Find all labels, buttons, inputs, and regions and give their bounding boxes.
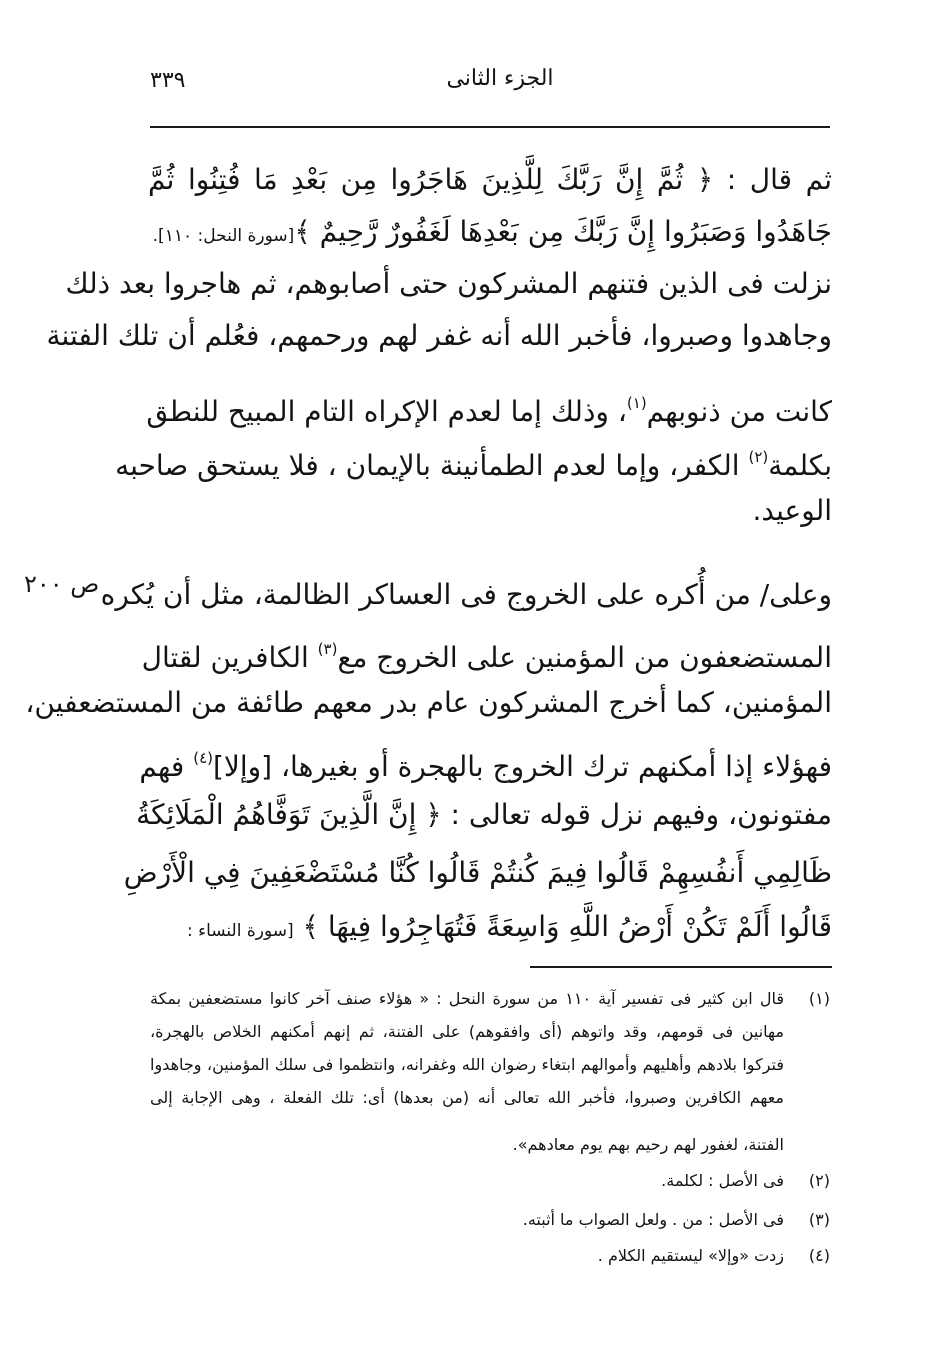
footnote-line: الفتنة، لغفور لهم رحيم بهم يوم معادهم». — [512, 1135, 784, 1154]
running-head: الجزء الثانى — [446, 66, 554, 91]
body-line: ثم قال : ﴿ ثُمَّ إِنَّ رَبَّكَ لِلَّذِينَ هَاجَرُوا مِن بَعْدِ مَا فُتِنُوا ثُمَّ — [148, 163, 832, 196]
footnote-line: (٤)زدت «وإلا» ليستقيم الكلام . — [150, 1240, 830, 1272]
footnote-mark: (١) — [626, 394, 647, 412]
footnote-line: معهم الكافرين وصبروا، فأخبر الله تعالى أنه (من بعدها) أى: تلك الفعلة ، وهى الإجابة إلى — [150, 1088, 784, 1107]
body-line: كانت من ذنوبهم$^{(١)}$، وذلك إما لعدم الإكراه التام المبيح للنطق — [146, 394, 832, 428]
header-rule — [150, 126, 830, 128]
body-line: المؤمنين، كما أخرج المشركون عام بدر معهم طائفة من المستضعفين، — [25, 686, 832, 719]
body-line: الوعيد. — [752, 494, 832, 527]
body-line: ظَالِمِي أَنفُسِهِمْ قَالُوا فِيمَ كُنتُمْ قَالُوا كُنَّا مُسْتَضْعَفِينَ فِي الْأَرْضِ — [123, 856, 832, 889]
page-number: ٣٣٩ — [150, 68, 186, 93]
footnote-mark: (٤) — [193, 749, 213, 767]
margin-page-note: ص ٢٠٠ — [24, 570, 100, 598]
footnote-rule — [530, 966, 832, 968]
body-line — [148, 209, 832, 255]
quran-verse: جَاهَدُوا وَصَبَرُوا إِنَّ رَبَّكَ مِن بَعْدِهَا لَغَفُورٌ رَّحِيمٌ ﴾ — [294, 215, 832, 248]
footnote-number: (٣) — [808, 1210, 830, 1229]
surah-reference: [سورة النساء : — [186, 921, 294, 941]
body-line: نزلت فى الذين فتنهم المشركون حتى أصابوهم، ثم هاجروا بعد ذلك — [65, 267, 832, 300]
quran-verse: قَالُوا أَلَمْ تَكُنْ أَرْضُ اللَّهِ وَاسِعَةً فَتُهَاجِرُوا فِيهَا ﴾ — [302, 910, 832, 943]
body-line — [148, 904, 832, 950]
body-line: المستضعفون من المؤمنين على الخروج مع$^{(٣)}$ الكافرين لقتال — [141, 640, 832, 674]
body-line: وجاهدوا وصبروا، فأخبر الله أنه غفر لهم ورحمهم، فعُلم أن تلك الفتنة — [46, 319, 832, 352]
footnote-number: (٤) — [808, 1246, 830, 1265]
footnote-number: (١) — [808, 989, 831, 1008]
footnote-line: (٢)فى الأصل : لكلمة. — [150, 1165, 830, 1197]
footnote-line: (١)قال ابن كثير فى تفسير آية ١١٠ من سورة النحل : « هؤلاء صنف آخر كانوا مستضعفين بمكة — [150, 983, 830, 1015]
footnote-number: (٢) — [808, 1171, 830, 1190]
body-line: مفتونون، وفيهم نزل قوله تعالى : ﴿ إِنَّ الَّذِينَ تَوَفَّاهُمُ الْمَلَائِكَةُ — [136, 798, 832, 831]
body-line: وعلى/ من أُكره على الخروج فى العساكر الظالمة، مثل أن يُكره — [100, 578, 832, 611]
footnote-mark: (٢) — [748, 448, 769, 466]
body-line: بكلمة$^{(٢)}$ الكفر، وإما لعدم الطمأنينة بالإيمان ، فلا يستحق صاحبه — [115, 448, 832, 482]
footnote-line: مهانين فى قومهم، وقد واتوهم (أى وافقوهم) على الفتنة، ثم إنهم أمكنهم الخلاص بالهجرة، — [150, 1022, 784, 1041]
footnote-line: (٣)فى الأصل : من . ولعل الصواب ما أثبته. — [150, 1204, 830, 1236]
body-line: فهؤلاء إذا أمكنهم ترك الخروج بالهجرة أو بغيرها، [وإلا]$^{(٤)}$ فهم — [139, 749, 832, 783]
footnote-mark: (٣) — [317, 640, 338, 658]
footnote-line: فتركوا بلادهم وأهليهم وأموالهم ابتغاء رضوان الله وغفرانه، وانتظموا فى سلك المؤمنين، وجاهدوا — [150, 1055, 784, 1074]
surah-reference: [سورة النحل: ١١٠]. — [152, 226, 295, 246]
